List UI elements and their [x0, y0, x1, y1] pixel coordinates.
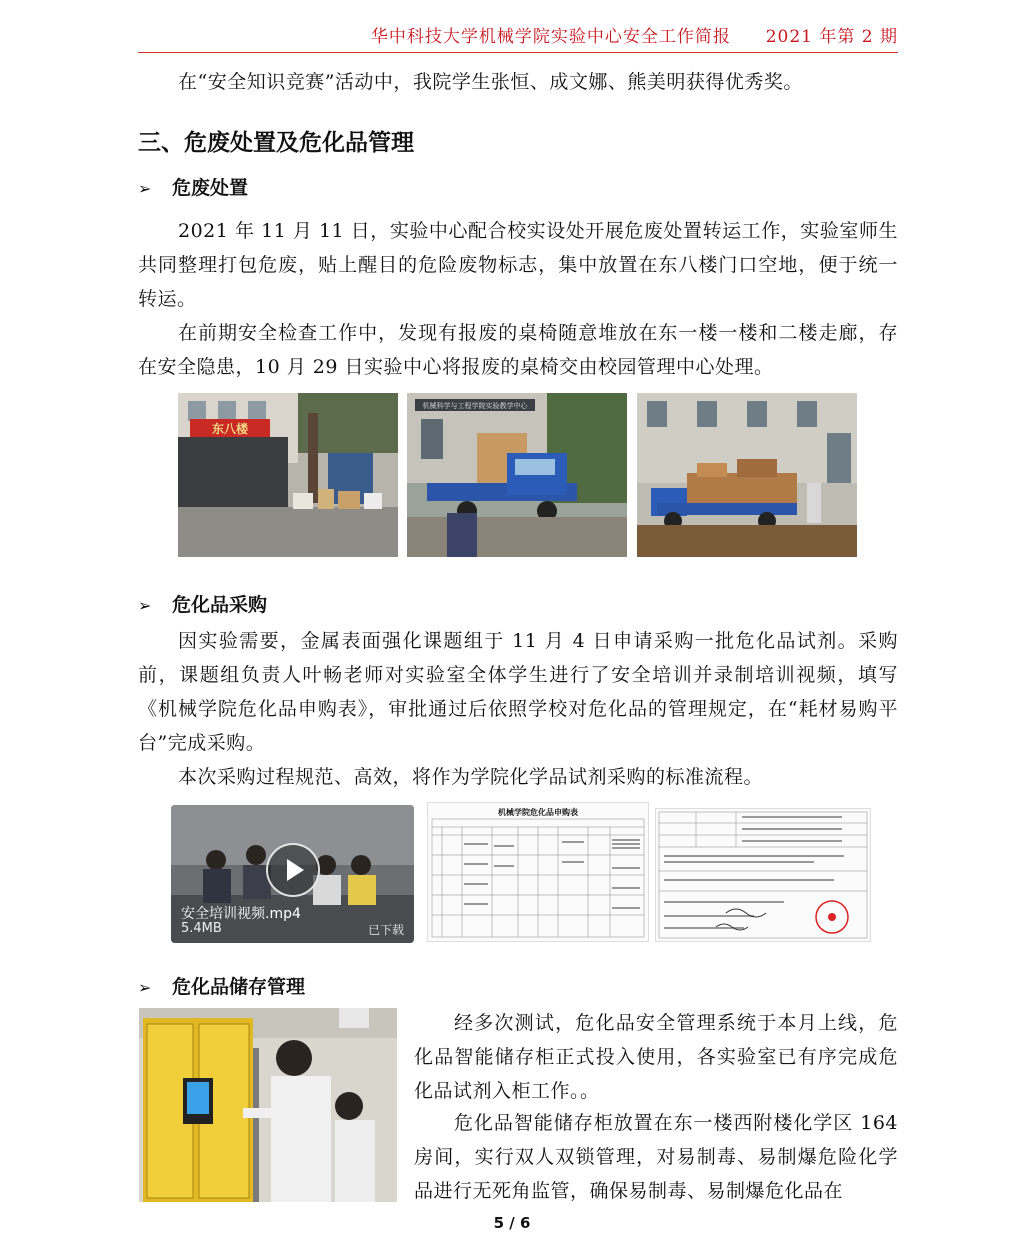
- video-status: 已下载: [367, 923, 404, 937]
- purchase-paragraph-2: 本次采购过程规范、高效，将作为学院化学品试剂采购的标准流程。: [178, 766, 764, 788]
- purchase-form-image: [427, 802, 649, 942]
- subsection-title: 危化品储存管理: [172, 976, 306, 998]
- arrowhead-icon: ➢: [138, 179, 152, 198]
- video-filename: 安全培训视频.mp4: [181, 906, 301, 922]
- waste-paragraph-1: 2021 年 11 月 11 日，实验中心配合校实设处开展危废处置转运工作，实验室师生共同整理打包危废，贴上醒目的危险废物标志，集中放置在东八楼门口空地，便于统一转运。: [138, 220, 898, 310]
- approval-form-image: [655, 808, 871, 942]
- storage-paragraph-2: 危化品智能储存柜放置在东一楼西附楼化学区 164 房间，实行双人双锁管理，对易制毒、易制爆危险化学品进行无死角监管，确保易制毒、易制爆危化品在: [414, 1112, 898, 1202]
- subsection-heading-storage: [138, 972, 305, 999]
- subsection-title: 危废处置: [172, 177, 249, 199]
- play-icon[interactable]: [266, 843, 320, 897]
- purchase-paragraph-1: 因实验需要，金属表面强化课题组于 11 月 4 日申请采购一批危化品试剂。采购前，课题组负责人叶畅老师对实验室全体学生进行了安全培训并录制培训视频，填写《机械学院危化品申购表》，审批通过后依照学校对危化品的管理规定，在“耗材易购平台”完成采购。: [138, 630, 898, 754]
- header-issue: 2021 年第 2 期: [765, 27, 898, 47]
- waste-paragraph-2: 在前期安全检查工作中，发现有报废的桌椅随意堆放在东一楼一楼和二楼走廊，存在安全隐患，10 月 29 日实验中心将报废的桌椅交由校园管理中心处理。: [138, 322, 898, 378]
- form-title: 机械学院危化品申购表: [498, 808, 578, 817]
- building-sign-text: 东八楼: [211, 422, 249, 436]
- photo-waste-building: [178, 393, 398, 557]
- page-header: [138, 22, 898, 47]
- photo-waste-truck-1: [407, 393, 627, 557]
- intro-paragraph: 在“安全知识竞赛”活动中，我院学生张恒、成文娜、熊美明获得优秀奖。: [178, 71, 803, 93]
- arrowhead-icon: ➢: [138, 978, 152, 997]
- storage-paragraph-1: 经多次测试，危化品安全管理系统于本月上线，危化品智能储存柜正式投入使用，各实验室已有序完成危化品试剂入柜工作。。: [414, 1012, 898, 1102]
- video-thumbnail[interactable]: [171, 805, 414, 943]
- photo-waste-truck-2: [637, 393, 857, 557]
- subsection-title: 危化品采购: [172, 594, 268, 616]
- subsection-heading-waste: [138, 173, 248, 200]
- arrowhead-icon: ➢: [138, 596, 152, 615]
- header-title: 华中科技大学机械学院实验中心安全工作简报: [370, 27, 731, 47]
- subsection-heading-purchase: [138, 590, 267, 617]
- photo-storage-cabinet: [139, 1008, 397, 1202]
- header-rule: [138, 52, 898, 53]
- building-plaque-text: 机械科学与工程学院实验教学中心: [422, 402, 528, 410]
- section-title: 三、危废处置及危化品管理: [138, 130, 414, 156]
- video-size: 5.4MB: [181, 921, 222, 936]
- page-number: 5 / 6: [493, 1214, 531, 1232]
